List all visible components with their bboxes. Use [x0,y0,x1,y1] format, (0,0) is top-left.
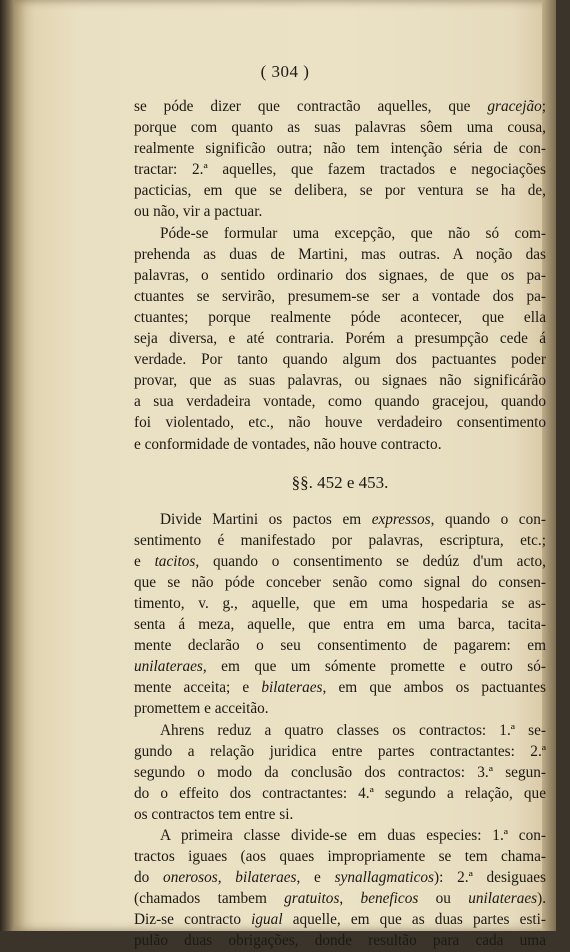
text-line: ou não, vir a pactuar. [134,203,263,221]
text-line: tractos iguaes (aos quaes impropriamente se tem chama- [134,848,546,866]
text-line: Ahrens reduz a quatro classes os contractos: 1.ª se- [160,721,546,739]
text-line: ctuantes se servirão, presumem-se ser a vontade dos pa- [134,287,546,305]
text-line: provar, que as suas palavras, ou signaes não significárão [134,372,546,390]
paragraph-5 [134,825,546,952]
text-line: do onerosos, bilateraes, e synallagmaticos): 2.ª desiguaes [134,869,546,887]
text-line: timento, v. g., aquelle, que em uma hospedaria se as- [134,594,546,612]
text-line: foi violentado, etc., não houve verdadeiro consentimento [134,414,546,432]
text-line: realmente significão outra; não tem intenção séria de con- [134,140,546,158]
text-line: pulão duas obrigações, donde resultão para cada uma [134,932,546,950]
text-line: tractar: 2.ª aquelles, que fazem tractados e negociações [134,161,546,179]
text-line: palavras, o sentido ordinario dos signaes, de que os pa- [134,266,546,284]
text-line: Póde-se formular uma excepção, que não só com- [160,224,546,242]
text-line: (chamados tambem gratuitos, beneficos ou unilateraes). [134,890,546,908]
text-line: porque com quanto as suas palavras sôem uma cousa, [134,119,546,137]
text-line: unilateraes, em que um sómente promette e outro só- [134,658,546,676]
text-line: e tacitos, quando o consentimento se dedúz d'um acto, [134,552,546,570]
text-line: mente declarão o seu consentimento de pagarem: em [134,637,546,655]
text-line: a sua verdadeira vontade, como quando gracejou, quando [134,393,546,411]
text-line: do o effeito dos contractantes: 4.ª segundo a relação, que [134,784,546,802]
text-line: os contractos tem entre si. [134,805,294,823]
text-line: seja diversa, e até contraria. Porém a presumpção cede á [134,330,546,348]
paragraph-2 [134,223,546,455]
text-line: segundo o modo da conclusão dos contractos: 3.ª segun- [134,763,546,781]
text-line: verdade. Por tanto quando algum dos pactuantes poder [134,351,546,369]
paragraph-4 [134,720,546,825]
text-line: Divide Martini os pactos em expressos, quando o con- [160,510,546,528]
text-line: sentimento é manifestado por palavras, escriptura, etc.; [134,531,546,549]
section-heading: §§. 452 e 453. [291,472,389,492]
text-line: que se não póde conceber senão como signal do consen- [134,573,546,591]
text-line: se póde dizer que contractão aquelles, que gracejão; [134,98,546,115]
book-gutter [0,0,14,931]
text-line: pacticias, em que se delibera, se por ventura se ha de, [134,182,546,200]
text-line: e conformidade de vontades, não houve contracto. [134,435,442,453]
text-line: mente acceita; e bilateraes, em que ambos os pactuantes [134,679,546,697]
paragraph-3 [134,509,546,720]
book-page [14,0,556,950]
text-line: prehenda as duas de Martini, mas outras. A noção das [134,245,546,263]
text-line: ctuantes; porque realmente póde acontecer, que ella [134,308,546,326]
text-line: Diz-se contracto igual aquelle, em que as duas partes esti- [134,911,546,929]
page-number: ( 304 ) [260,62,310,81]
text-line: senta á meza, aquelle, que entra em uma barca, tacita- [134,616,546,634]
text-line: A primeira classe divide-se em duas especies: 1.ª con- [160,827,546,844]
text-line: gundo a relação juridica entre partes contractantes: 2.ª [134,742,546,760]
text-line: promettem e acceitão. [134,700,269,718]
page-body [134,96,546,952]
paragraph-1 [134,96,546,223]
